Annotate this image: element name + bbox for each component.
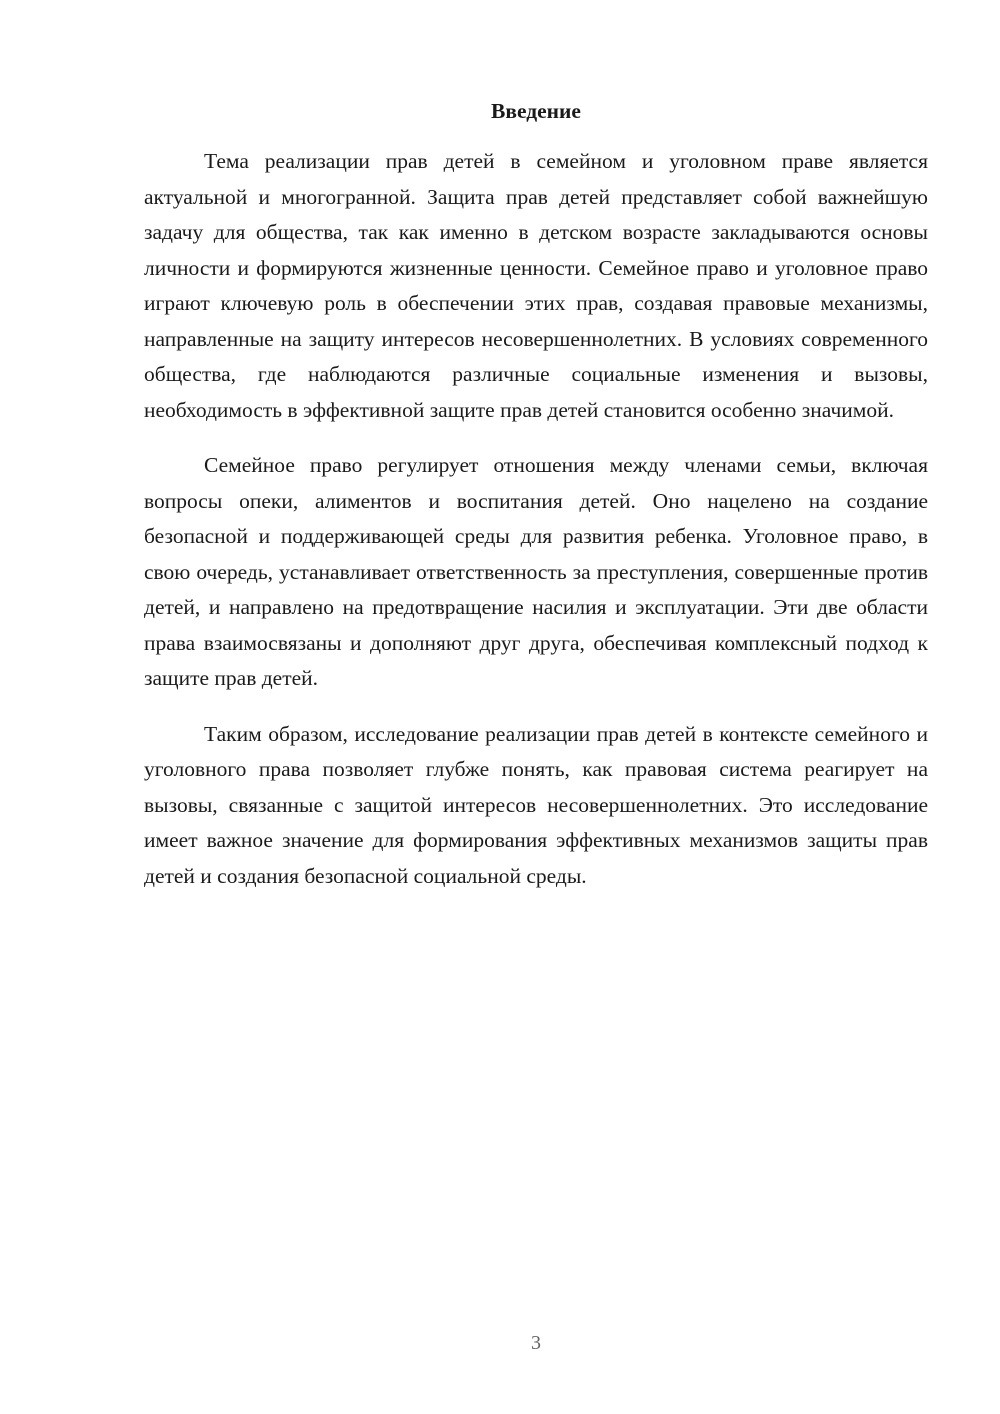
paragraph-1: Тема реализации прав детей в семейном и уголовном праве является актуальной и многогранной. Защита прав детей представляет собой важнейшую задачу для общества, так как именно в детском возрасте закладываются основы личности и формируются жизненные ценности. Семейное право и уголовное право играют ключевую роль в обеспечении этих прав, создавая правовые механизмы, направленные на защиту интересов несовершеннолетних. В условиях современного общества, где наблюдаются различные социальные изменения и вызовы, необходимость в эффективной защите прав детей становится особенно значимой.: [144, 149, 928, 422]
page-content: [144, 96, 928, 894]
paragraph-3: Таким образом, исследование реализации прав детей в контексте семейного и уголовного права позволяет глубже понять, как правовая система реагирует на вызовы, связанные с защитой интересов несовершеннолетних. Это исследование имеет важное значение для формирования эффективных механизмов защиты прав детей и создания безопасной социальной среды.: [144, 721, 928, 888]
section-heading: Введение: [491, 99, 581, 123]
paragraph-2: Семейное право регулирует отношения между членами семьи, включая вопросы опеки, алиментов и воспитания детей. Оно нацелено на создание безопасной и поддерживающей среды для развития ребенка. Уголовное право, в свою очередь, устанавливает ответственность за преступления, совершенные против детей, и направлено на предотвращение насилия и эксплуатации. Эти две области права взаимосвязаны и дополняют друг друга, обеспечивая комплексный подход к защите прав детей.: [144, 453, 928, 690]
page-number: 3: [531, 1332, 541, 1354]
